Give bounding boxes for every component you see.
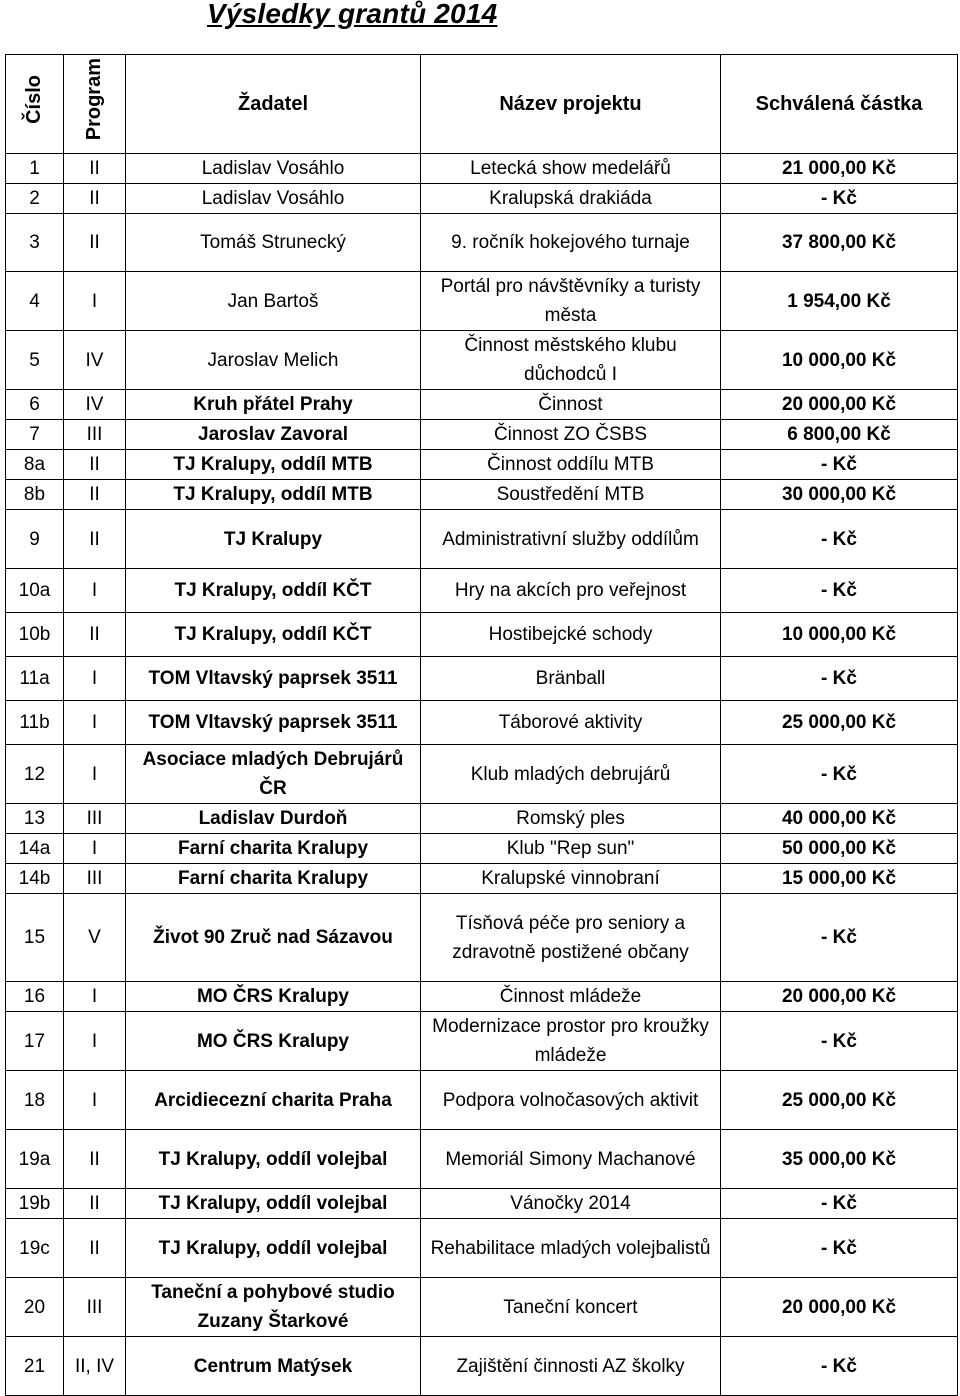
- header-applicant: Žadatel: [126, 55, 421, 154]
- row-amount: - Kč: [721, 1012, 958, 1071]
- row-applicant: Jan Bartoš: [126, 272, 421, 331]
- row-applicant: Centrum Matýsek: [126, 1337, 421, 1396]
- row-program: I: [64, 1012, 126, 1071]
- table-row: [6, 657, 958, 701]
- row-amount: 10 000,00 Kč: [721, 613, 958, 657]
- row-amount: - Kč: [721, 1337, 958, 1396]
- row-program: I: [64, 982, 126, 1012]
- row-project: Modernizace prostor pro kroužky mládeže: [421, 1012, 721, 1071]
- table-row: [6, 834, 958, 864]
- row-amount: - Kč: [721, 184, 958, 214]
- row-project: Činnost městského klubu důchodců I: [421, 331, 721, 390]
- row-applicant: Taneční a pohybové studio Zuzany Štarkové: [126, 1278, 421, 1337]
- row-number: 7: [6, 420, 64, 450]
- row-number: 14a: [6, 834, 64, 864]
- table-row: [6, 1071, 958, 1130]
- row-program: III: [64, 1278, 126, 1337]
- row-project: Letecká show medelářů: [421, 154, 721, 184]
- row-number: 13: [6, 804, 64, 834]
- row-number: 3: [6, 214, 64, 272]
- row-amount: 50 000,00 Kč: [721, 834, 958, 864]
- row-applicant: Ladislav Vosáhlo: [126, 184, 421, 214]
- row-project: Soustředění MTB: [421, 480, 721, 510]
- header-program: Program: [64, 55, 126, 154]
- table-row: [6, 613, 958, 657]
- row-project: Činnost ZO ČSBS: [421, 420, 721, 450]
- row-project: Kralupské vinnobraní: [421, 864, 721, 894]
- table-row: [6, 894, 958, 982]
- header-row: [6, 55, 958, 154]
- row-project: Táborové aktivity: [421, 701, 721, 745]
- row-number: 10a: [6, 569, 64, 613]
- table-row: [6, 1012, 958, 1071]
- row-program: II, IV: [64, 1337, 126, 1396]
- table-row: [6, 1219, 958, 1278]
- header-amount: Schválená částka: [721, 55, 958, 154]
- table-row: [6, 272, 958, 331]
- row-number: 8a: [6, 450, 64, 480]
- table-row: [6, 480, 958, 510]
- row-program: II: [64, 184, 126, 214]
- row-project: Memoriál Simony Machanové: [421, 1130, 721, 1189]
- row-applicant: TJ Kralupy, oddíl volejbal: [126, 1219, 421, 1278]
- row-applicant: MO ČRS Kralupy: [126, 982, 421, 1012]
- row-number: 16: [6, 982, 64, 1012]
- row-program: I: [64, 657, 126, 701]
- row-project: Klub "Rep sun": [421, 834, 721, 864]
- row-amount: - Kč: [721, 450, 958, 480]
- row-amount: - Kč: [721, 569, 958, 613]
- row-applicant: Ladislav Vosáhlo: [126, 154, 421, 184]
- row-program: I: [64, 1071, 126, 1130]
- row-program: II: [64, 214, 126, 272]
- row-amount: 25 000,00 Kč: [721, 701, 958, 745]
- row-number: 2: [6, 184, 64, 214]
- row-applicant: Farní charita Kralupy: [126, 864, 421, 894]
- row-project: Vánočky 2014: [421, 1189, 721, 1219]
- row-applicant: Kruh přátel Prahy: [126, 390, 421, 420]
- row-program: I: [64, 701, 126, 745]
- row-program: II: [64, 613, 126, 657]
- row-number: 18: [6, 1071, 64, 1130]
- table-row: [6, 1337, 958, 1396]
- table-row: [6, 390, 958, 420]
- row-amount: 21 000,00 Kč: [721, 154, 958, 184]
- row-number: 5: [6, 331, 64, 390]
- table-row: [6, 569, 958, 613]
- row-amount: 15 000,00 Kč: [721, 864, 958, 894]
- row-number: 17: [6, 1012, 64, 1071]
- row-amount: 20 000,00 Kč: [721, 390, 958, 420]
- row-applicant: Arcidiecezní charita Praha: [126, 1071, 421, 1130]
- row-program: II: [64, 510, 126, 569]
- row-program: II: [64, 480, 126, 510]
- row-project: Tísňová péče pro seniory a zdravotně postižené občany: [421, 894, 721, 982]
- row-number: 6: [6, 390, 64, 420]
- row-project: Bränball: [421, 657, 721, 701]
- row-applicant: TJ Kralupy, oddíl KČT: [126, 569, 421, 613]
- row-number: 21: [6, 1337, 64, 1396]
- row-applicant: TJ Kralupy, oddíl KČT: [126, 613, 421, 657]
- row-number: 4: [6, 272, 64, 331]
- row-program: I: [64, 569, 126, 613]
- header-number: Číslo: [6, 55, 64, 154]
- row-number: 1: [6, 154, 64, 184]
- row-applicant: Život 90 Zruč nad Sázavou: [126, 894, 421, 982]
- row-program: II: [64, 450, 126, 480]
- row-program: I: [64, 272, 126, 331]
- row-project: Činnost oddílu MTB: [421, 450, 721, 480]
- row-amount: 40 000,00 Kč: [721, 804, 958, 834]
- table-row: [6, 982, 958, 1012]
- row-applicant: Farní charita Kralupy: [126, 834, 421, 864]
- row-applicant: Jaroslav Zavoral: [126, 420, 421, 450]
- grants-table: [5, 54, 958, 1396]
- table-row: [6, 450, 958, 480]
- row-program: III: [64, 804, 126, 834]
- row-project: Činnost: [421, 390, 721, 420]
- header-project: Název projektu: [421, 55, 721, 154]
- row-number: 8b: [6, 480, 64, 510]
- row-amount: - Kč: [721, 894, 958, 982]
- row-program: III: [64, 420, 126, 450]
- row-amount: 10 000,00 Kč: [721, 331, 958, 390]
- row-applicant: MO ČRS Kralupy: [126, 1012, 421, 1071]
- row-project: Podpora volnočasových aktivit: [421, 1071, 721, 1130]
- row-amount: - Kč: [721, 745, 958, 804]
- row-number: 14b: [6, 864, 64, 894]
- row-program: V: [64, 894, 126, 982]
- table-row: [6, 214, 958, 272]
- row-project: Portál pro návštěvníky a turisty města: [421, 272, 721, 331]
- row-number: 9: [6, 510, 64, 569]
- table-row: [6, 745, 958, 804]
- row-project: Zajištění činnosti AZ školky: [421, 1337, 721, 1396]
- row-program: I: [64, 745, 126, 804]
- table-row: [6, 154, 958, 184]
- row-applicant: TJ Kralupy, oddíl MTB: [126, 480, 421, 510]
- row-project: Klub mladých debrujárů: [421, 745, 721, 804]
- row-program: II: [64, 1219, 126, 1278]
- table-row: [6, 701, 958, 745]
- row-amount: - Kč: [721, 1219, 958, 1278]
- row-project: Hostibejcké schody: [421, 613, 721, 657]
- row-amount: 25 000,00 Kč: [721, 1071, 958, 1130]
- row-program: II: [64, 1130, 126, 1189]
- row-amount: 30 000,00 Kč: [721, 480, 958, 510]
- row-applicant: TJ Kralupy, oddíl volejbal: [126, 1130, 421, 1189]
- row-project: Rehabilitace mladých volejbalistů: [421, 1219, 721, 1278]
- row-applicant: TJ Kralupy, oddíl volejbal: [126, 1189, 421, 1219]
- row-applicant: TOM Vltavský paprsek 3511: [126, 657, 421, 701]
- row-amount: 6 800,00 Kč: [721, 420, 958, 450]
- row-applicant: Asociace mladých Debrujárů ČR: [126, 745, 421, 804]
- row-amount: 20 000,00 Kč: [721, 982, 958, 1012]
- row-amount: 1 954,00 Kč: [721, 272, 958, 331]
- row-program: III: [64, 864, 126, 894]
- table-row: [6, 804, 958, 834]
- table-row: [6, 331, 958, 390]
- row-applicant: TJ Kralupy, oddíl MTB: [126, 450, 421, 480]
- row-project: Administrativní služby oddílům: [421, 510, 721, 569]
- table-row: [6, 510, 958, 569]
- row-number: 19b: [6, 1189, 64, 1219]
- table-row: [6, 184, 958, 214]
- row-number: 19a: [6, 1130, 64, 1189]
- row-number: 10b: [6, 613, 64, 657]
- table-row: [6, 1189, 958, 1219]
- row-project: Romský ples: [421, 804, 721, 834]
- row-applicant: Jaroslav Melich: [126, 331, 421, 390]
- row-applicant: TJ Kralupy: [126, 510, 421, 569]
- row-amount: 37 800,00 Kč: [721, 214, 958, 272]
- row-number: 19c: [6, 1219, 64, 1278]
- row-program: II: [64, 154, 126, 184]
- row-number: 12: [6, 745, 64, 804]
- row-project: Činnost mládeže: [421, 982, 721, 1012]
- row-applicant: Tomáš Strunecký: [126, 214, 421, 272]
- table-row: [6, 420, 958, 450]
- row-program: II: [64, 1189, 126, 1219]
- row-amount: - Kč: [721, 510, 958, 569]
- table-row: [6, 1278, 958, 1337]
- row-number: 11a: [6, 657, 64, 701]
- row-project: Taneční koncert: [421, 1278, 721, 1337]
- row-amount: - Kč: [721, 657, 958, 701]
- row-program: I: [64, 834, 126, 864]
- row-number: 20: [6, 1278, 64, 1337]
- row-amount: 20 000,00 Kč: [721, 1278, 958, 1337]
- row-project: Hry na akcích pro veřejnost: [421, 569, 721, 613]
- page-title: Výsledky grantů 2014: [207, 0, 498, 29]
- row-applicant: Ladislav Durdoň: [126, 804, 421, 834]
- row-project: 9. ročník hokejového turnaje: [421, 214, 721, 272]
- table-row: [6, 1130, 958, 1189]
- row-number: 11b: [6, 701, 64, 745]
- table-row: [6, 864, 958, 894]
- row-amount: - Kč: [721, 1189, 958, 1219]
- row-number: 15: [6, 894, 64, 982]
- row-program: IV: [64, 331, 126, 390]
- row-project: Kralupská drakiáda: [421, 184, 721, 214]
- row-program: IV: [64, 390, 126, 420]
- row-applicant: TOM Vltavský paprsek 3511: [126, 701, 421, 745]
- row-amount: 35 000,00 Kč: [721, 1130, 958, 1189]
